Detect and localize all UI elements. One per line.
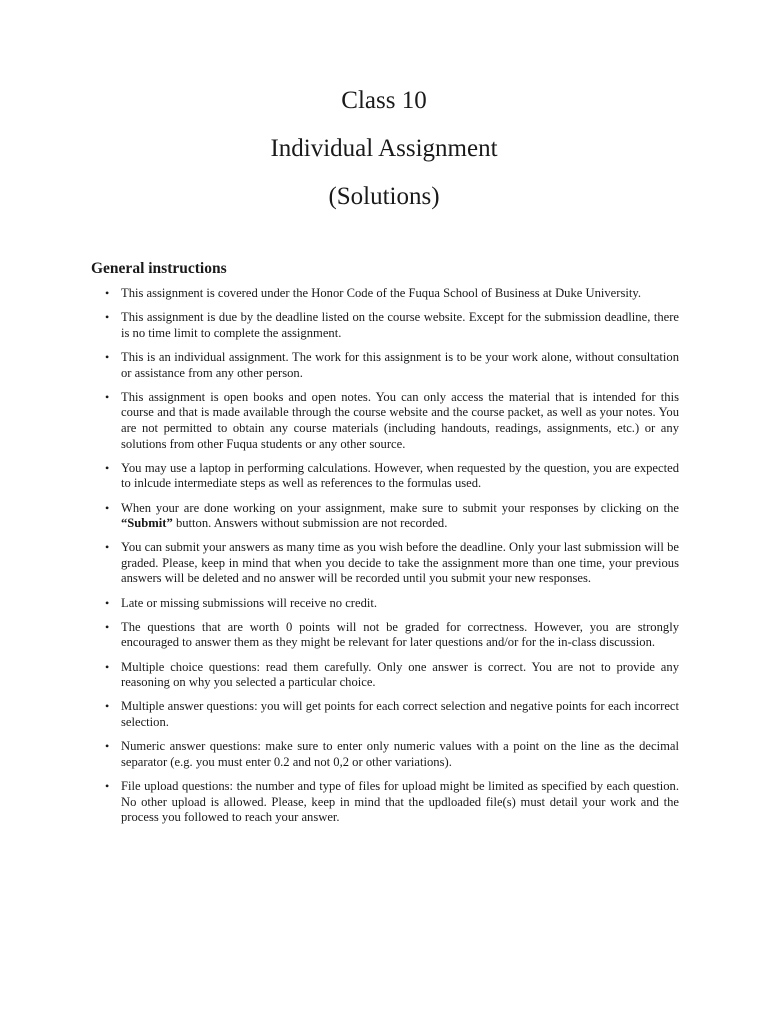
list-item xyxy=(91,739,679,770)
bullet-icon: • xyxy=(105,389,110,404)
list-item xyxy=(91,540,679,587)
title-solutions: (Solutions) xyxy=(328,183,440,210)
list-item xyxy=(91,310,679,341)
bullet-icon: • xyxy=(105,739,110,754)
list-item-text-before: When your are done working on your assignment, make sure to submit your responses by clicking on the xyxy=(121,500,679,515)
submit-label: “Submit” xyxy=(121,516,173,531)
instructions-list xyxy=(91,286,679,834)
list-item xyxy=(91,660,679,691)
list-item xyxy=(91,779,679,826)
bullet-icon: • xyxy=(105,699,110,714)
list-item xyxy=(91,699,679,730)
title-assignment: Individual Assignment xyxy=(270,135,498,162)
title-block xyxy=(0,86,768,230)
list-item-text: This assignment is open books and open notes. You can only access the material that is intended for this course and that is made available through the course website and the course packet, as well as your notes. You are not permitted to obtain any course materials (including handouts, readings, assignments, etc.) or any solutions from other Fuqua students or any other source. xyxy=(121,389,679,451)
bullet-icon: • xyxy=(105,778,110,793)
list-item-text: This assignment is due by the deadline listed on the course website. Except for the submission deadline, there is no time limit to complete the assignment. xyxy=(121,310,679,340)
list-item xyxy=(91,286,679,302)
bullet-icon: • xyxy=(105,595,110,610)
list-item xyxy=(91,596,679,612)
list-item-text: Multiple answer questions: you will get points for each correct selection and negative points for each incorrect selection. xyxy=(121,699,679,729)
list-item xyxy=(91,461,679,492)
bullet-icon: • xyxy=(105,286,110,300)
list-item-text: Late or missing submissions will receive no credit. xyxy=(121,595,378,610)
bullet-icon: • xyxy=(105,540,110,555)
bullet-icon: • xyxy=(105,460,110,475)
list-item xyxy=(91,501,679,532)
section-heading: General instructions xyxy=(91,260,227,277)
title-class: Class 10 xyxy=(341,87,427,114)
list-item-text: You may use a laptop in performing calculations. However, when requested by the question, you are expected to inlcude intermediate steps as well as references to the formulas used. xyxy=(121,460,679,491)
list-item xyxy=(91,390,679,452)
list-item-text: Multiple choice questions: read them carefully. Only one answer is correct. You are not to provide any reasoning on why you selected a particular choice. xyxy=(121,659,679,690)
list-item-text: You can submit your answers as many time as you wish before the deadline. Only your last submission will be graded. Please, keep in mind that when you decide to take the assignment more than one time, your previous answers will be deleted and no answer will be recorded until you submit your new responses. xyxy=(121,540,679,586)
list-item xyxy=(91,620,679,651)
list-item-text: File upload questions: the number and type of files for upload might be limited as specified by each question. No other upload is allowed. Please, keep in mind that the updloaded file(s) must detail your work and the process you followed to reach your answer. xyxy=(121,778,679,825)
bullet-icon: • xyxy=(105,349,110,364)
bullet-icon: • xyxy=(105,619,110,634)
bullet-icon: • xyxy=(105,659,110,674)
list-item xyxy=(91,350,679,381)
list-item-text-after: button. Answers without submission are not recorded. xyxy=(172,516,448,531)
list-item-text: This is an individual assignment. The work for this assignment is to be your work alone, without consultation or assistance from any other person. xyxy=(121,349,679,380)
list-item-text: This assignment is covered under the Honor Code of the Fuqua School of Business at Duke University. xyxy=(121,286,641,300)
list-item-text: The questions that are worth 0 points will not be graded for correctness. However, you are strongly encouraged to answer them as they might be relevant for later questions and/or for the in-class discussion. xyxy=(121,619,679,650)
list-item-text: Numeric answer questions: make sure to enter only numeric values with a point on the line as the decimal separator (e.g. you must enter 0.2 and not 0,2 or other variations). xyxy=(121,739,679,769)
bullet-icon: • xyxy=(105,310,110,325)
bullet-icon: • xyxy=(105,500,110,515)
